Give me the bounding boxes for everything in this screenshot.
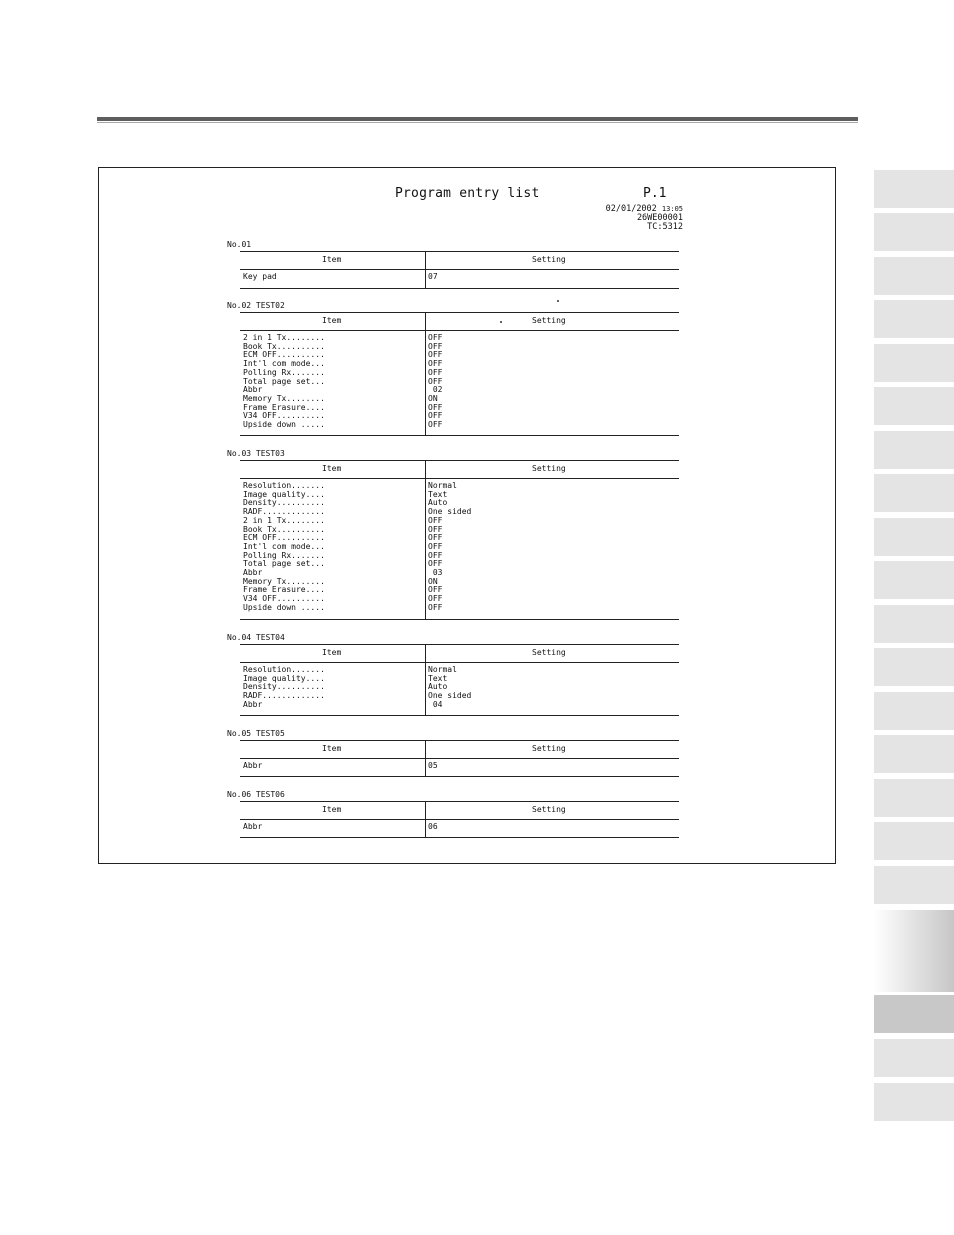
side-tab[interactable] [874, 387, 954, 425]
side-tab[interactable] [874, 474, 954, 512]
program-section [227, 729, 666, 777]
item-cell: Polling Rx....... [243, 550, 325, 560]
side-tab[interactable] [874, 561, 954, 599]
side-tab[interactable] [874, 300, 954, 338]
setting-cell: OFF [428, 550, 443, 560]
item-cell: Polling Rx....... [243, 367, 325, 377]
table-body [240, 759, 679, 777]
setting-cell: 05 [428, 761, 438, 770]
setting-cell: OFF [428, 585, 443, 595]
item-cell: Resolution....... [243, 481, 325, 490]
setting-cell: OFF [428, 350, 443, 360]
item-cell: Resolution....... [243, 665, 325, 674]
program-table [240, 644, 679, 716]
side-tab[interactable] [874, 735, 954, 773]
item-cell: Abbr [243, 699, 263, 709]
setting-cell: OFF [428, 376, 443, 386]
side-tab[interactable] [874, 344, 954, 382]
table-header [240, 740, 679, 759]
table-body [240, 479, 679, 620]
print-speck [557, 300, 559, 302]
setting-cell: OFF [428, 341, 443, 351]
table-header [240, 312, 679, 331]
report-time: 13:05 [661, 205, 683, 213]
item-cell: ECM OFF.......... [243, 533, 325, 543]
item-cell: Upside down ..... [243, 420, 325, 430]
section-heading: No.01 [227, 240, 252, 249]
setting-cell: Text [428, 673, 448, 683]
setting-header: Setting [532, 744, 566, 753]
setting-cell: One sided [428, 507, 472, 517]
item-cell: Book Tx.......... [243, 341, 325, 351]
item-cell: Image quality.... [243, 673, 325, 683]
setting-cell: OFF [428, 420, 443, 430]
item-cell: Image quality.... [243, 489, 325, 499]
setting-cell: 06 [428, 822, 438, 831]
section-heading: No.03 TEST03 [227, 449, 285, 458]
program-table [240, 460, 679, 620]
item-cell: Memory Tx........ [243, 393, 325, 403]
side-tab[interactable] [874, 170, 954, 208]
item-cell: Abbr [243, 822, 263, 831]
report-title: Program entry list [395, 186, 540, 201]
program-table [240, 740, 679, 777]
setting-cell: OFF [428, 533, 443, 543]
setting-cell: One sided [428, 691, 472, 701]
item-header: Item [322, 255, 342, 264]
report-tc: TC:5312 [647, 222, 683, 232]
setting-header: Setting [532, 255, 566, 264]
item-cell: RADF............. [243, 507, 325, 517]
setting-cell: 07 [428, 272, 438, 281]
program-section [227, 301, 666, 436]
setting-cell: Text [428, 489, 448, 499]
setting-cell: ON [428, 393, 438, 403]
item-header: Item [322, 744, 342, 753]
program-table [240, 251, 679, 289]
report-serial: 26WE00001 [636, 213, 683, 223]
section-heading: No.02 TEST02 [227, 301, 285, 310]
setting-cell: OFF [428, 594, 443, 604]
setting-cell: OFF [428, 359, 443, 369]
setting-column [428, 666, 471, 710]
side-tab[interactable] [874, 995, 954, 1033]
setting-cell: Auto [428, 498, 448, 508]
item-cell: V34 OFF.......... [243, 411, 325, 421]
setting-column [428, 762, 438, 771]
side-tab[interactable] [874, 431, 954, 469]
item-cell: Total page set... [243, 559, 325, 569]
side-tab[interactable] [874, 779, 954, 817]
header-rule [97, 117, 858, 121]
side-tab[interactable] [874, 213, 954, 251]
print-speck [500, 321, 502, 323]
item-cell: RADF............. [243, 691, 325, 701]
setting-header: Setting [532, 805, 566, 814]
side-tab[interactable] [874, 648, 954, 686]
setting-cell: OFF [428, 524, 443, 534]
item-cell: 2 in 1 Tx........ [243, 333, 325, 342]
setting-cell: OFF [428, 541, 443, 551]
item-cell: Abbr [243, 385, 263, 395]
item-cell: V34 OFF.......... [243, 594, 325, 604]
setting-header: Setting [532, 464, 566, 473]
program-section [227, 449, 666, 620]
side-tab[interactable] [874, 822, 954, 860]
setting-column [428, 482, 471, 613]
section-heading: No.05 TEST05 [227, 729, 285, 738]
setting-cell: Normal [428, 665, 457, 674]
table-header [240, 251, 679, 270]
setting-cell: OFF [428, 602, 443, 612]
item-header: Item [322, 464, 342, 473]
report-date: 02/01/2002 [605, 204, 657, 214]
setting-cell: OFF [428, 515, 443, 525]
setting-column [428, 334, 442, 430]
setting-cell: Auto [428, 682, 448, 692]
setting-cell: OFF [428, 559, 443, 569]
report-meta [606, 205, 683, 232]
item-cell: Frame Erasure.... [243, 585, 325, 595]
item-column [243, 666, 325, 710]
program-section [227, 790, 666, 838]
setting-header: Setting [532, 648, 566, 657]
item-cell: Key pad [243, 272, 277, 281]
item-cell: Density.......... [243, 498, 325, 508]
setting-cell: OFF [428, 333, 443, 342]
item-column [243, 823, 262, 832]
setting-cell: OFF [428, 411, 443, 421]
table-body [240, 820, 679, 838]
item-cell: Abbr [243, 568, 263, 578]
table-body [240, 663, 679, 716]
item-cell: Book Tx.......... [243, 524, 325, 534]
table-body [240, 331, 679, 436]
program-section [227, 240, 666, 289]
page-number: P.1 [643, 186, 667, 201]
item-column [243, 762, 262, 771]
table-body [240, 270, 679, 289]
item-column [243, 482, 325, 613]
side-tab[interactable] [874, 605, 954, 643]
setting-cell: Normal [428, 481, 457, 490]
item-header: Item [322, 648, 342, 657]
setting-cell: 04 [428, 699, 443, 709]
item-cell: Density.......... [243, 682, 325, 692]
setting-header: Setting [532, 316, 566, 325]
setting-cell: OFF [428, 402, 443, 412]
item-cell: Int'l com mode... [243, 541, 325, 551]
item-column [243, 273, 277, 282]
setting-cell: 03 [428, 568, 443, 578]
item-cell: Frame Erasure.... [243, 402, 325, 412]
program-table [240, 312, 679, 436]
side-tab[interactable] [874, 866, 954, 904]
item-header: Item [322, 805, 342, 814]
setting-column [428, 823, 438, 832]
item-cell: Memory Tx........ [243, 576, 325, 586]
setting-cell: OFF [428, 367, 443, 377]
side-tab[interactable] [874, 910, 954, 992]
side-tab[interactable] [874, 692, 954, 730]
setting-column [428, 273, 438, 282]
item-cell: Int'l com mode... [243, 359, 325, 369]
side-tab[interactable] [874, 518, 954, 556]
program-table [240, 801, 679, 838]
section-heading: No.04 TEST04 [227, 633, 285, 642]
side-tab[interactable] [874, 1083, 954, 1121]
side-tab[interactable] [874, 257, 954, 295]
item-column [243, 334, 325, 430]
item-cell: Upside down ..... [243, 602, 325, 612]
side-tab[interactable] [874, 1039, 954, 1077]
table-header [240, 644, 679, 663]
setting-cell: ON [428, 576, 438, 586]
item-cell: ECM OFF.......... [243, 350, 325, 360]
item-cell: Abbr [243, 761, 263, 770]
item-cell: Total page set... [243, 376, 325, 386]
setting-cell: 02 [428, 385, 443, 395]
program-section [227, 633, 666, 716]
table-header [240, 801, 679, 820]
item-header: Item [322, 316, 342, 325]
header-rule-thin [97, 122, 858, 123]
section-heading: No.06 TEST06 [227, 790, 285, 799]
table-header [240, 460, 679, 479]
item-cell: 2 in 1 Tx........ [243, 515, 325, 525]
